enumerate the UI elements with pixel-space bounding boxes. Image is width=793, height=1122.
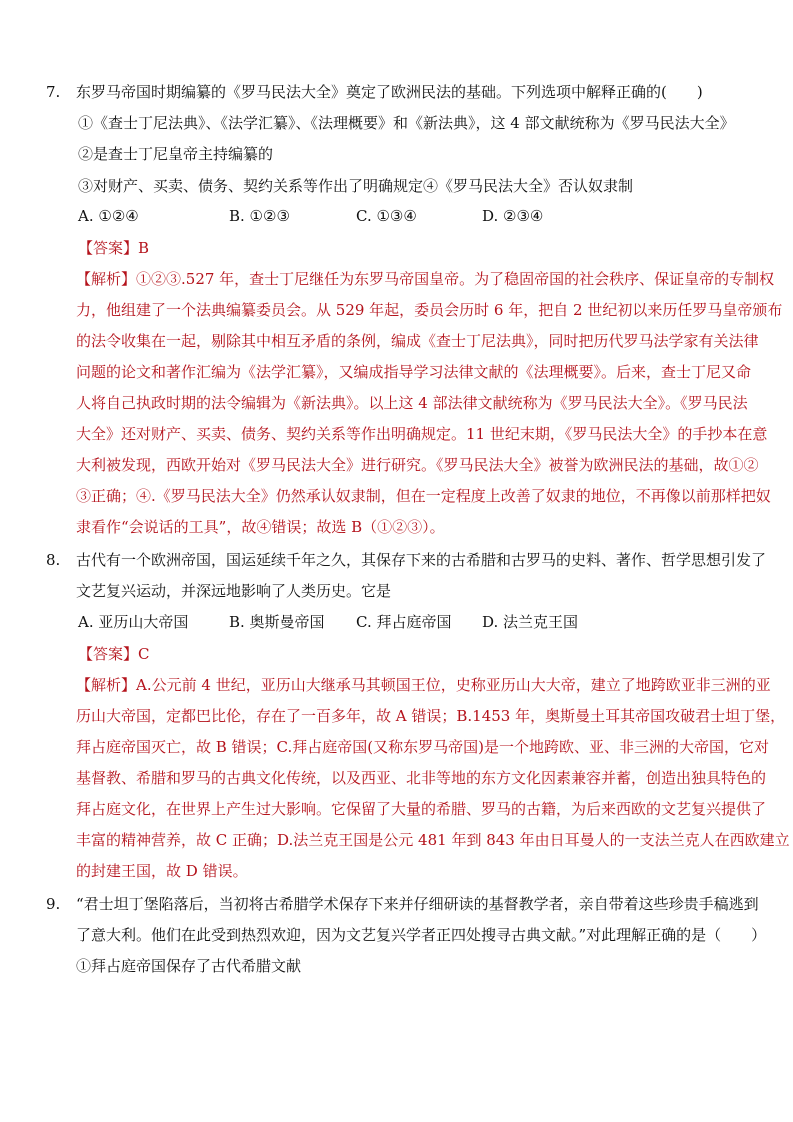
analysis-line-text: 基督教、希腊和罗马的古典文化传统，以及西亚、北非等地的东方文化因素兼容并蓄，创造出独具特色的 <box>76 769 767 787</box>
question-number: 7. <box>46 83 61 101</box>
analysis-line-text: ①②③.527 年，查士丁尼继任为东罗马帝国皇帝。为了稳固帝国的社会秩序、保证皇帝的专制权 <box>136 270 775 288</box>
statement: ③对财产、买卖、债务、契约关系等作出了明确规定④《罗马民法大全》否认奴隶制 <box>78 177 634 195</box>
answer-value: C <box>138 645 150 663</box>
answer <box>78 238 149 258</box>
analysis-label: 【解析】 <box>76 676 137 694</box>
analysis-line-text: A.公元前 4 世纪，亚历山大继承马其顿国王位，史称亚历山大大帝，建立了地跨欧亚非三洲的亚 <box>136 676 771 694</box>
analysis-text <box>76 675 771 695</box>
answer-label: 【答案】 <box>78 239 139 257</box>
question-stem: 文艺复兴运动，并深远地影响了人类历史。它是 <box>76 582 392 600</box>
question-stem: “君士坦丁堡陷落后，当初将古希腊学术保存下来并仔细研读的基督教学者，亲自带着这些珍贵手稿逃到 <box>76 895 759 913</box>
statement: ②是查士丁尼皇帝主持编纂的 <box>78 145 274 163</box>
question-stem: 东罗马帝国时期编纂的《罗马民法大全》奠定了欧洲民法的基础。下列选项中解释正确的( ) <box>76 83 703 101</box>
option-c: C. ①③④ <box>356 207 417 225</box>
answer-value: B <box>138 239 150 257</box>
option-a: A. 亚历山大帝国 <box>78 613 189 631</box>
option-a: A. ①②④ <box>78 207 139 225</box>
analysis-line-text: 的封建王国，故 D 错误。 <box>76 862 248 880</box>
option-c: C. 拜占庭帝国 <box>356 613 452 631</box>
analysis-line-text: 历山大帝国，定都巴比伦，存在了一百多年，故 A 错误；B.1453 年，奥斯曼土耳其帝国攻破君士坦丁堡， <box>76 707 786 725</box>
question-number: 9. <box>46 895 61 913</box>
question-number: 8. <box>46 551 61 569</box>
analysis-line-text: 人将自己执政时期的法令编辑为《新法典》。以上这 4 部法律文献统称为《罗马民法大全》。《罗马民法 <box>76 394 748 412</box>
analysis-line-text: 大利被发现，西欧开始对《罗马民法大全》进行研究。《罗马民法大全》被誉为欧洲民法的基础，故①② <box>76 456 759 474</box>
analysis-line-text: 的法令收集在一起，剔除其中相互矛盾的条例，编成《查士丁尼法典》，同时把历代罗马法学家有关法律 <box>76 332 759 350</box>
analysis-text <box>76 269 775 289</box>
analysis-line-text: 拜占庭文化，在世界上产生过大影响。它保留了大量的希腊、罗马的古籍，为后来西欧的文艺复兴提供了 <box>76 800 767 818</box>
option-b: B. ①②③ <box>229 207 290 225</box>
option-d: D. ②③④ <box>482 207 544 225</box>
statement: ①拜占庭帝国保存了古代希腊文献 <box>76 957 302 975</box>
statement: ①《查士丁尼法典》、《法学汇纂》、《法理概要》和《新法典》，这 4 部文献统称为《罗马民法大全》 <box>78 114 735 132</box>
option-b: B. 奥斯曼帝国 <box>229 613 325 631</box>
analysis-line-text: 大全》还对财产、买卖、债务、契约关系等作出明确规定。11 世纪末期，《罗马民法大全》的手抄本在意 <box>76 425 768 443</box>
analysis-line-text: ③正确；④.《罗马民法大全》仍然承认奴隶制，但在一定程度上改善了奴隶的地位，不再像以前那样把奴 <box>76 487 771 505</box>
answer <box>78 644 150 664</box>
answer-label: 【答案】 <box>78 645 139 663</box>
analysis-line-text: 拜占庭帝国灭亡，故 B 错误；C.拜占庭帝国(又称东罗马帝国)是一个地跨欧、亚、非三洲的大帝国，它对 <box>76 738 769 756</box>
option-d: D. 法兰克王国 <box>482 613 579 631</box>
question-stem: 了意大利。他们在此受到热烈欢迎，因为文艺复兴学者正四处搜寻古典文献。”对此理解正确的是（ ） <box>76 926 767 944</box>
analysis-line-text: 丰富的精神营养，故 C 正确；D.法兰克王国是公元 481 年到 843 年由日耳曼人的一支法兰克人在西欧建立 <box>76 831 790 849</box>
analysis-line-text: 力，他组建了一个法典编纂委员会。从 529 年起，委员会历时 6 年，把自 2 世纪初以来历任罗马皇帝颁布 <box>76 301 783 319</box>
question-stem: 古代有一个欧洲帝国，国运延续千年之久，其保存下来的古希腊和古罗马的史料、著作、哲学思想引发了 <box>76 551 767 569</box>
analysis-line-text: 隶看作“会说话的工具”，故④错误；故选 B（①②③）。 <box>76 518 445 536</box>
analysis-line-text: 问题的论文和著作汇编为《法学汇纂》，又编成指导学习法律文献的《法理概要》。后来，查士丁尼又命 <box>76 363 752 381</box>
analysis-label: 【解析】 <box>76 270 137 288</box>
